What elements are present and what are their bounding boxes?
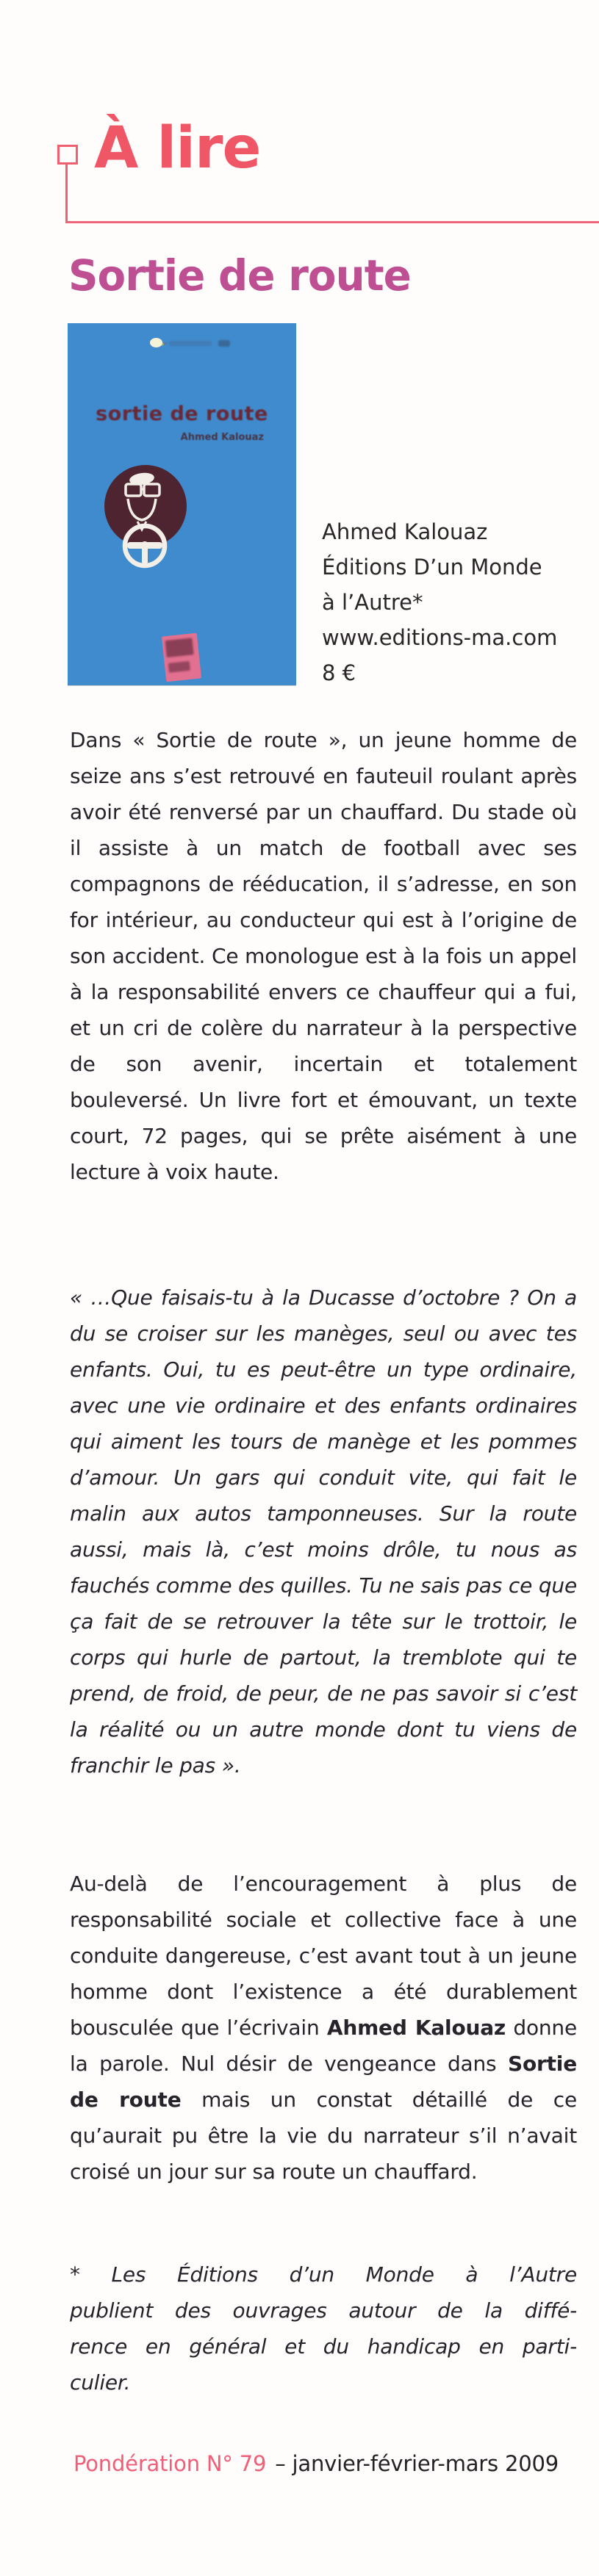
publisher-name-line2: à l’Autre* (322, 590, 423, 615)
section-marker-square (57, 145, 78, 165)
publisher-website: www.editions-ma.com (322, 625, 558, 650)
driver-steering-wheel-illustration (68, 323, 296, 684)
section-rule-horizontal (65, 221, 599, 223)
section-rule-vertical (65, 162, 68, 223)
book-author: Ahmed Kalouaz (322, 519, 488, 544)
cover-title: sortie de route (96, 403, 268, 425)
quote-paragraph: « …Que faisais-tu à la Ducasse d’octobre ? On a du se croiser sur les manèges, seul ou avec tes enfants. Oui, tu es peut-être un type ordinaire, avec une vie ordinaire et des enfants ordinaires qui aiment les tours de manège et les pommes d’amour. Un gars qui conduit vite, qui fait le malin aux autos tamponneuses. Sur la route aussi, mais là, c’est moins drôle, tu nous as fauchés comme des quilles. Tu ne sais pas ce que ça fait de se retrouver la tête sur le trottoir, le corps qui hurle de partout, la tremblote qui te prend, de froid, de peur, de ne pas savoir si c’est la réalité ou un autre monde dont tu viens de franchir le pas ». (70, 1285, 577, 1778)
book-cover (68, 323, 296, 685)
page-footer (73, 2451, 559, 2476)
sticker-stamp-mark (168, 661, 190, 673)
footnote: * Les Éditions d’un Monde à l’Autre publient des ouvrages autour de la diffé- rence en général et du handicap en parti- culier. (70, 2262, 577, 2395)
publication-info (322, 514, 587, 690)
magazine-name: Pondération N° 79 (73, 2451, 267, 2476)
section-title: À lire (94, 115, 261, 181)
price-sticker (162, 633, 201, 682)
book-price: 8 € (322, 660, 356, 685)
article-title: Sortie de route (68, 250, 411, 300)
publisher-logo (150, 338, 162, 347)
sticker-stamp-mark (165, 638, 193, 657)
cover-author: Ahmed Kalouaz (180, 432, 264, 443)
analysis-paragraph: Au-delà de l’encouragement à plus de responsabilité sociale et collective face à une conduite dangereuse, c’est avant tout à un jeune homme dont l’existence a été durablement bousculée que l’écrivain Ahmed Kalouaz donne la parole. Nul désir de vengeance dans Sortie de route mais un constat détaillé de ce qu’aurait pu être la vie du narrateur s’il n’avait croisé un jour sur sa route un chauffard. (70, 1872, 578, 2184)
publisher-logo-text (169, 341, 212, 346)
publisher-name-line1: Éditions D’un Monde (322, 555, 542, 580)
issue-date: – janvier-février-mars 2009 (275, 2451, 559, 2476)
review-paragraph: Dans « Sortie de route », un jeune homme de seize ans s’est retrouvé en fauteuil roulant après avoir été renversé par un chauffard. Du stade où il assiste à un match de football avec ses compagnons de rééducation, il s’adresse, en son for intérieur, au conducteur qui est à l’origine de son accident. Ce monologue est à la fois un appel à la responsabilité envers ce chauffeur qui a fui, et un cri de colère du narrateur à la perspective de son avenir, incertain et totalement bouleversé. Un livre fort et émouvant, un texte court, 72 pages, qui se prête aisément à une lecture à voix haute. (70, 728, 577, 1184)
publisher-logo-mark (218, 340, 230, 347)
